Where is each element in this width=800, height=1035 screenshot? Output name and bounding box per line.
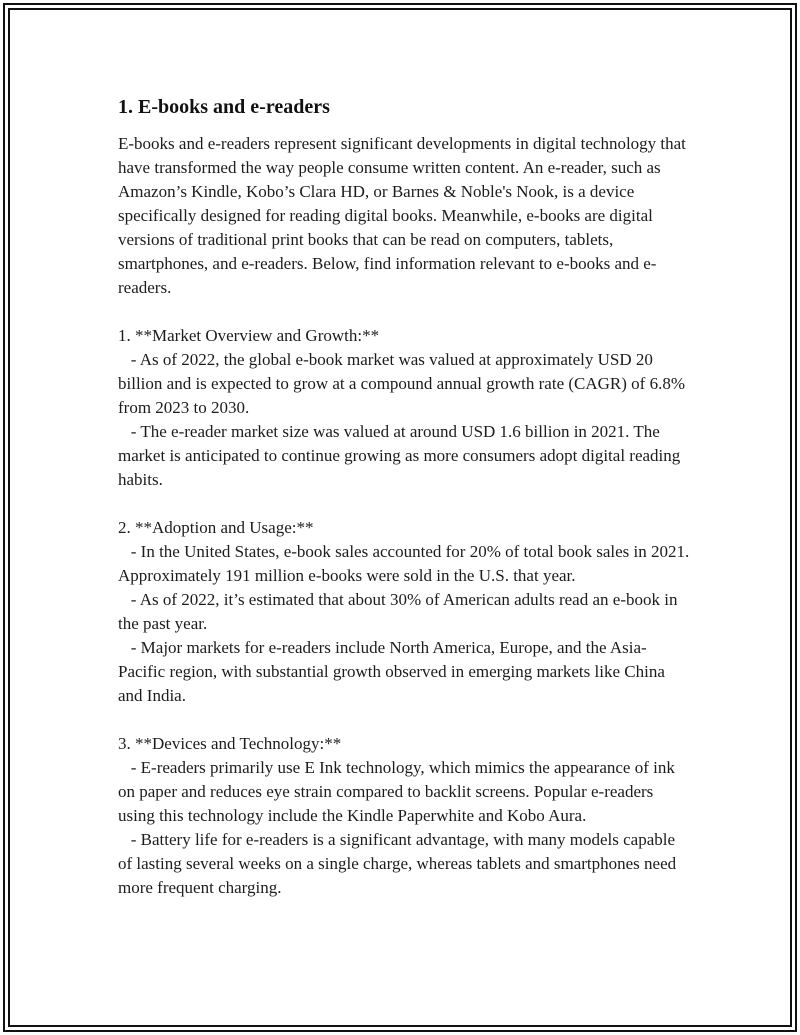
section-title: 1. **Market Overview and Growth:** (118, 326, 380, 345)
section-heading: 1. E-books and e-readers (118, 96, 330, 118)
spacer (118, 492, 693, 516)
bullet-item: - As of 2022, it’s estimated that about 30% of American adults read an e-book in the past year. (118, 590, 682, 633)
section-devices-technology (118, 732, 693, 900)
section-title: 3. **Devices and Technology:** (118, 734, 342, 753)
section-adoption-usage (118, 516, 693, 708)
bullet-item: - Major markets for e-readers include North America, Europe, and the Asia-Pacific region, with substantial growth observed in emerging markets like China and India. (118, 638, 670, 705)
bullet-item: - In the United States, e-book sales accounted for 20% of total book sales in 2021. Approximately 191 million e-books were sold in the U.S. that year. (118, 542, 693, 585)
spacer (118, 300, 693, 324)
intro-paragraph: E-books and e-readers represent significant developments in digital technology that have transformed the way people consume written content. An e-reader, such as Amazon’s Kindle, Kobo’s Clara HD, or Barnes & Noble's Nook, is a device specifically designed for reading digital books. Meanwhile, e-books are digital versions of traditional print books that can be read on computers, tablets, smartphones, and e-readers. Below, find information relevant to e-books and e-readers. (118, 134, 691, 297)
section-title: 2. **Adoption and Usage:** (118, 518, 314, 537)
spacer (118, 708, 693, 732)
bullet-item: - Battery life for e-readers is a significant advantage, with many models capable of lasting several weeks on a single charge, whereas tablets and smartphones need more frequent charging. (118, 830, 681, 897)
section-market-overview (118, 324, 693, 492)
document-body (118, 94, 693, 900)
bullet-item: - As of 2022, the global e-book market was valued at approximately USD 20 billion and is expected to grow at a compound annual growth rate (CAGR) of 6.8% from 2023 to 2030. (118, 350, 690, 417)
bullet-item: - The e-reader market size was valued at around USD 1.6 billion in 2021. The market is anticipated to continue growing as more consumers adopt digital reading habits. (118, 422, 685, 489)
bullet-item: - E-readers primarily use E Ink technology, which mimics the appearance of ink on paper and reduces eye strain compared to backlit screens. Popular e-readers using this technology include the Kindle Paperwhite and Kobo Aura. (118, 758, 680, 825)
